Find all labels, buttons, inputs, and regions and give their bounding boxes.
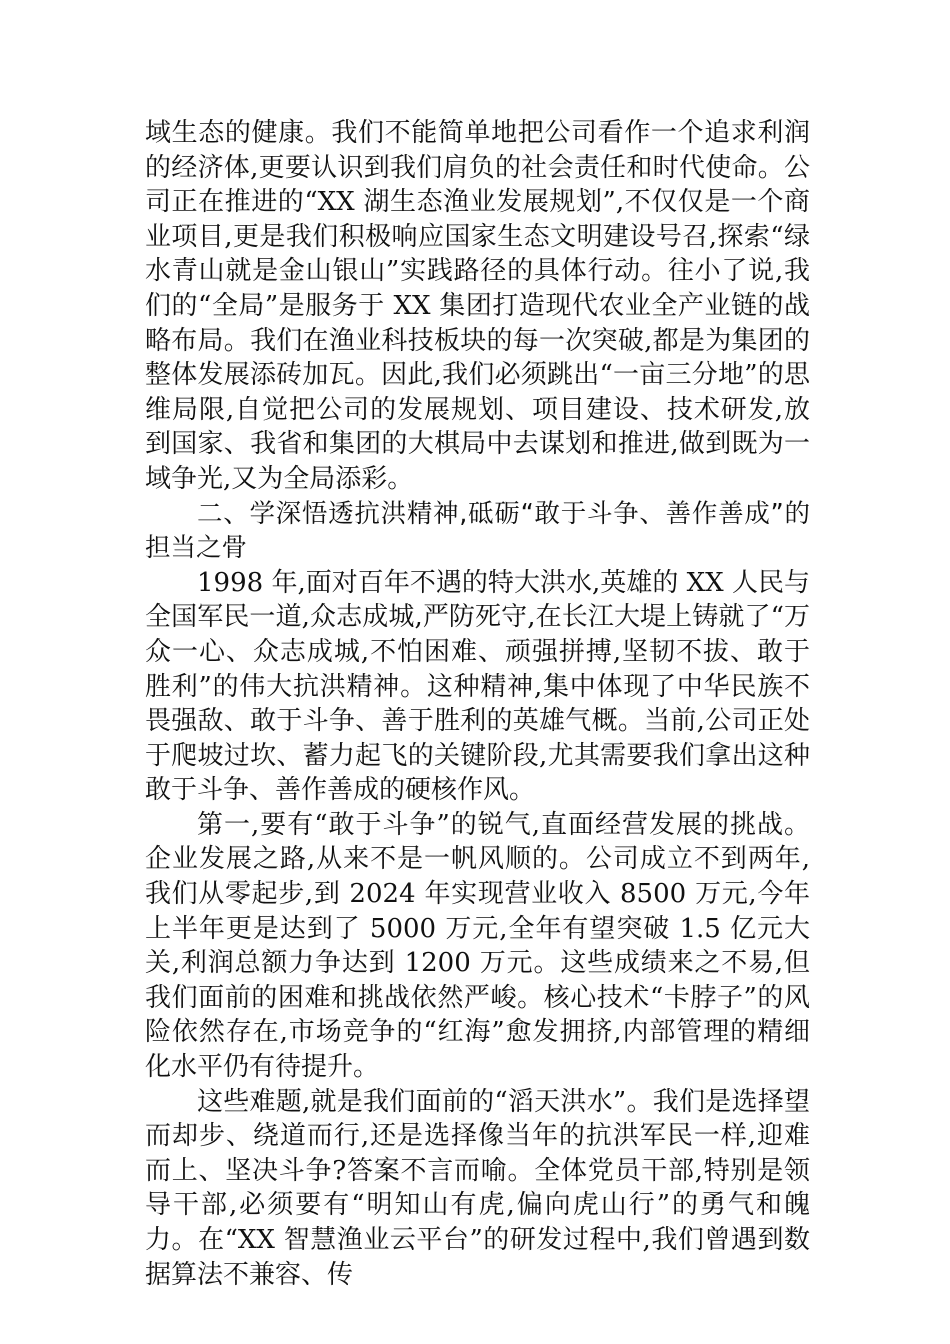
paragraph-flood-spirit: 1998 年,面对百年不遇的特大洪水,英雄的 XX 人民与全国军民一道,众志成城,严防死守,在长江大堤上铸就了“万众一心、众志成城,不怕困难、顽强拼搏,坚韧不拔、敢于胜利”的伟大抗洪精神。这种精神,集中体现了中华民族不畏强敌、敢于斗争、善于胜利的英雄气概。当前,公司正处于爬坡过坎、蓄力起飞的关键阶段,尤其需要我们拿出这种敢于斗争、善作善成的硬核作风。 [145, 567, 810, 806]
paragraph-first-point: 第一,要有“敢于斗争”的锐气,直面经营发展的挑战。企业发展之路,从来不是一帆风顺的。公司成立不到两年,我们从零起步,到 2024 年实现营业收入 8500 万元,今年上半年更是达到了 5000 万元,全年有望突破 1.5 亿元大关,利润总额力争达到 1200 万元。这些成绩来之不易,但我们面前的困难和挑战依然严峻。核心技术“卡脖子”的风险依然存在,市场竞争的“红海”愈发拥挤,内部管理的精细化水平仍有待提升。 [145, 809, 810, 1083]
section-heading: 二、学深悟透抗洪精神,砥砺“敢于斗争、善作善成”的担当之骨 [145, 498, 810, 564]
paragraph-continuation: 域生态的健康。我们不能简单地把公司看作一个追求利润的经济体,更要认识到我们肩负的社会责任和时代使命。公司正在推进的“XX 湖生态渔业发展规划”,不仅仅是一个商业项目,更是我们积极响应国家生态文明建设号召,探索“绿水青山就是金山银山”实践路径的具体行动。往小了说,我们的“全局”是服务于 XX 集团打造现代农业全产业链的战略布局。我们在渔业科技板块的每一次突破,都是为集团的整体发展添砖加瓦。因此,我们必须跳出“一亩三分地”的思维局限,自觉把公司的发展规划、项目建设、技术研发,放到国家、我省和集团的大棋局中去谋划和推进,做到既为一域争光,又为全局添彩。 [145, 118, 810, 494]
paragraph-difficulties: 这些难题,就是我们面前的“滔天洪水”。我们是选择望而却步、绕道而行,还是选择像当年的抗洪军民一样,迎难而上、坚决斗争?答案不言而喻。全体党员干部,特别是领导干部,必须要有“明知山有虎,偏向虎山行”的勇气和魄力。在“XX 智慧渔业云平台”的研发过程中,我们曾遇到数据算法不兼容、传 [145, 1086, 810, 1290]
document-body [145, 116, 810, 1292]
